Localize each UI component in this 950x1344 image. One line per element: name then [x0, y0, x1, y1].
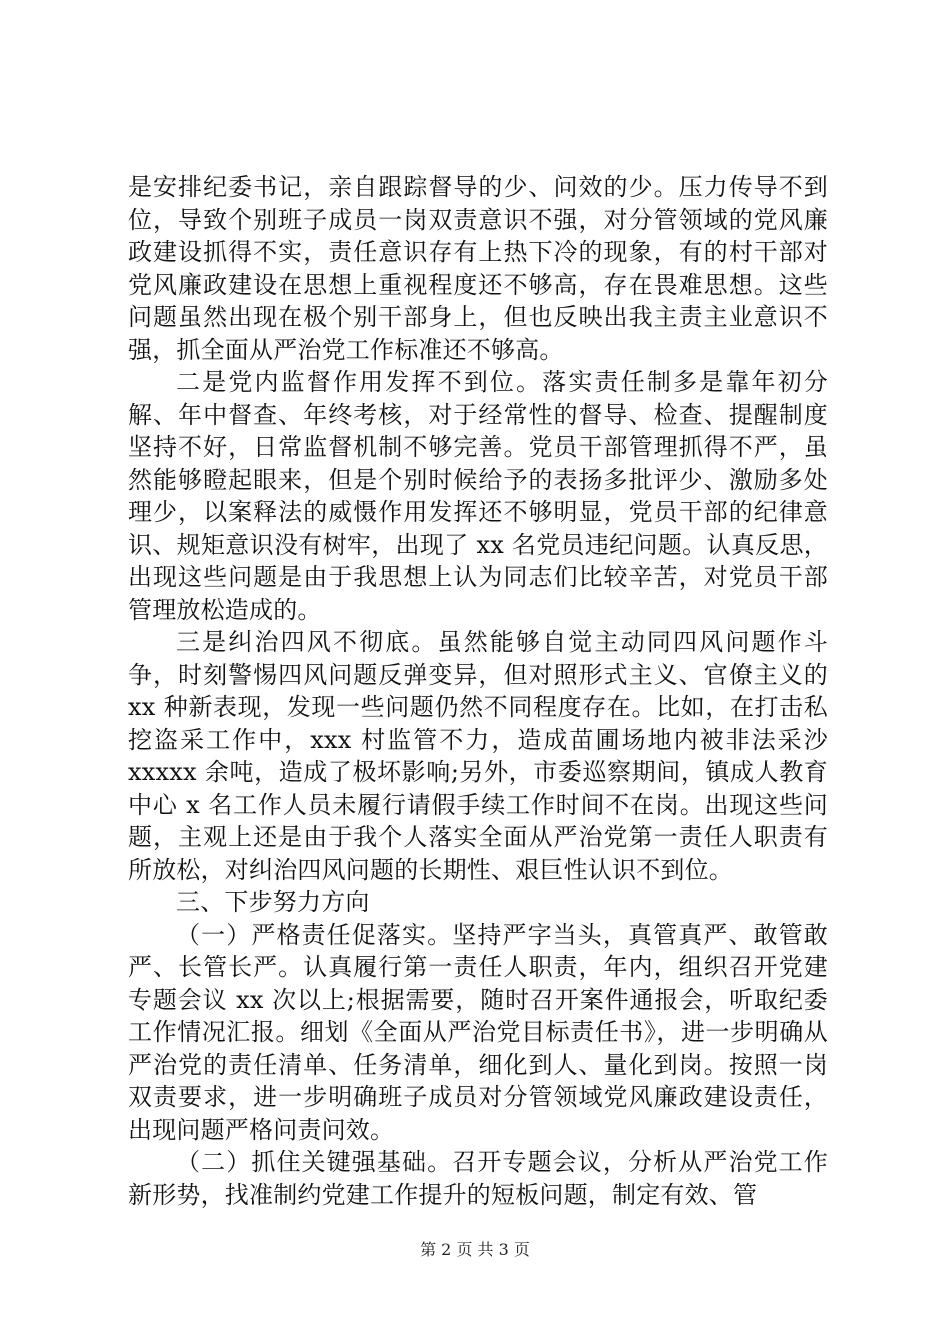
section-heading-next-steps: 三、下步努力方向	[176, 888, 370, 916]
paragraph-continuation: 是安排纪委书记，亲自跟踪督导的少、问效的少。压力传导不到位，导致个别班子成员一岗双责意识不强，对分管领域的党风廉政建设抓得不实，责任意识存有上热下冷的现象，有的村干部对党风廉政建设在思想上重视程度还不够高，存在畏难思想。这些问题虽然出现在极个别干部身上，但也反映出我主责主业意识不强，抓全面从严治党工作标准还不够高。	[128, 173, 828, 364]
paragraph-four-winds: 三是纠治四风不彻底。虽然能够自觉主动同四风问题作斗争，时刻警惕四风问题反弹变异，但对照形式主义、官僚主义的 xx 种新表现，发现一些问题仍然不同程度存在。比如，在打击私挖盗采工作中，xxx 村监管不力，造成苗圃场地内被非法采沙 xxxxx 余吨，造成了极坏影响;另外，市委巡察期间，镇成人教育中心 x 名工作人员未履行请假手续工作时间不在岗。出现这些问题，主观上还是由于我个人落实全面从严治党第一责任人职责有所放松，对纠治四风问题的长期性、艰巨性认识不到位。	[128, 628, 828, 884]
page-footer: 第 2 页 共 3 页	[420, 1240, 530, 1259]
document-body	[128, 171, 828, 1211]
paragraph-responsibility: （一）严格责任促落实。坚持严字当头，真管真严、敢管敢严、长管长严。认真履行第一责任人职责，年内，组织召开党建专题会议 xx 次以上;根据需要，随时召开案件通报会，听取纪委工作情况汇报。细划《全面从严治党目标责任书》，进一步明确从严治党的责任清单、任务清单，细化到人、量化到岗。按照一岗双责要求，进一步明确班子成员对分管领域党风廉政建设责任，出现问题严格问责问效。	[128, 920, 828, 1144]
paragraph-foundation: （二）抓住关键强基础。召开专题会议，分析从严治党工作新形势，找准制约党建工作提升的短板问题，制定有效、管	[128, 1148, 828, 1209]
paragraph-supervision: 二是党内监督作用发挥不到位。落实责任制多是靠年初分解、年中督查、年终考核，对于经常性的督导、检查、提醒制度坚持不好，日常监督机制不够完善。党员干部管理抓得不严，虽然能够瞪起眼来，但是个别时候给予的表扬多批评少、激励多处理少，以案释法的威慑作用发挥还不够明显，党员干部的纪律意识、规矩意识没有树牢，出现了 xx 名党员违纪问题。认真反思，出现这些问题是由于我思想上认为同志们比较辛苦，对党员干部管理放松造成的。	[128, 368, 828, 624]
